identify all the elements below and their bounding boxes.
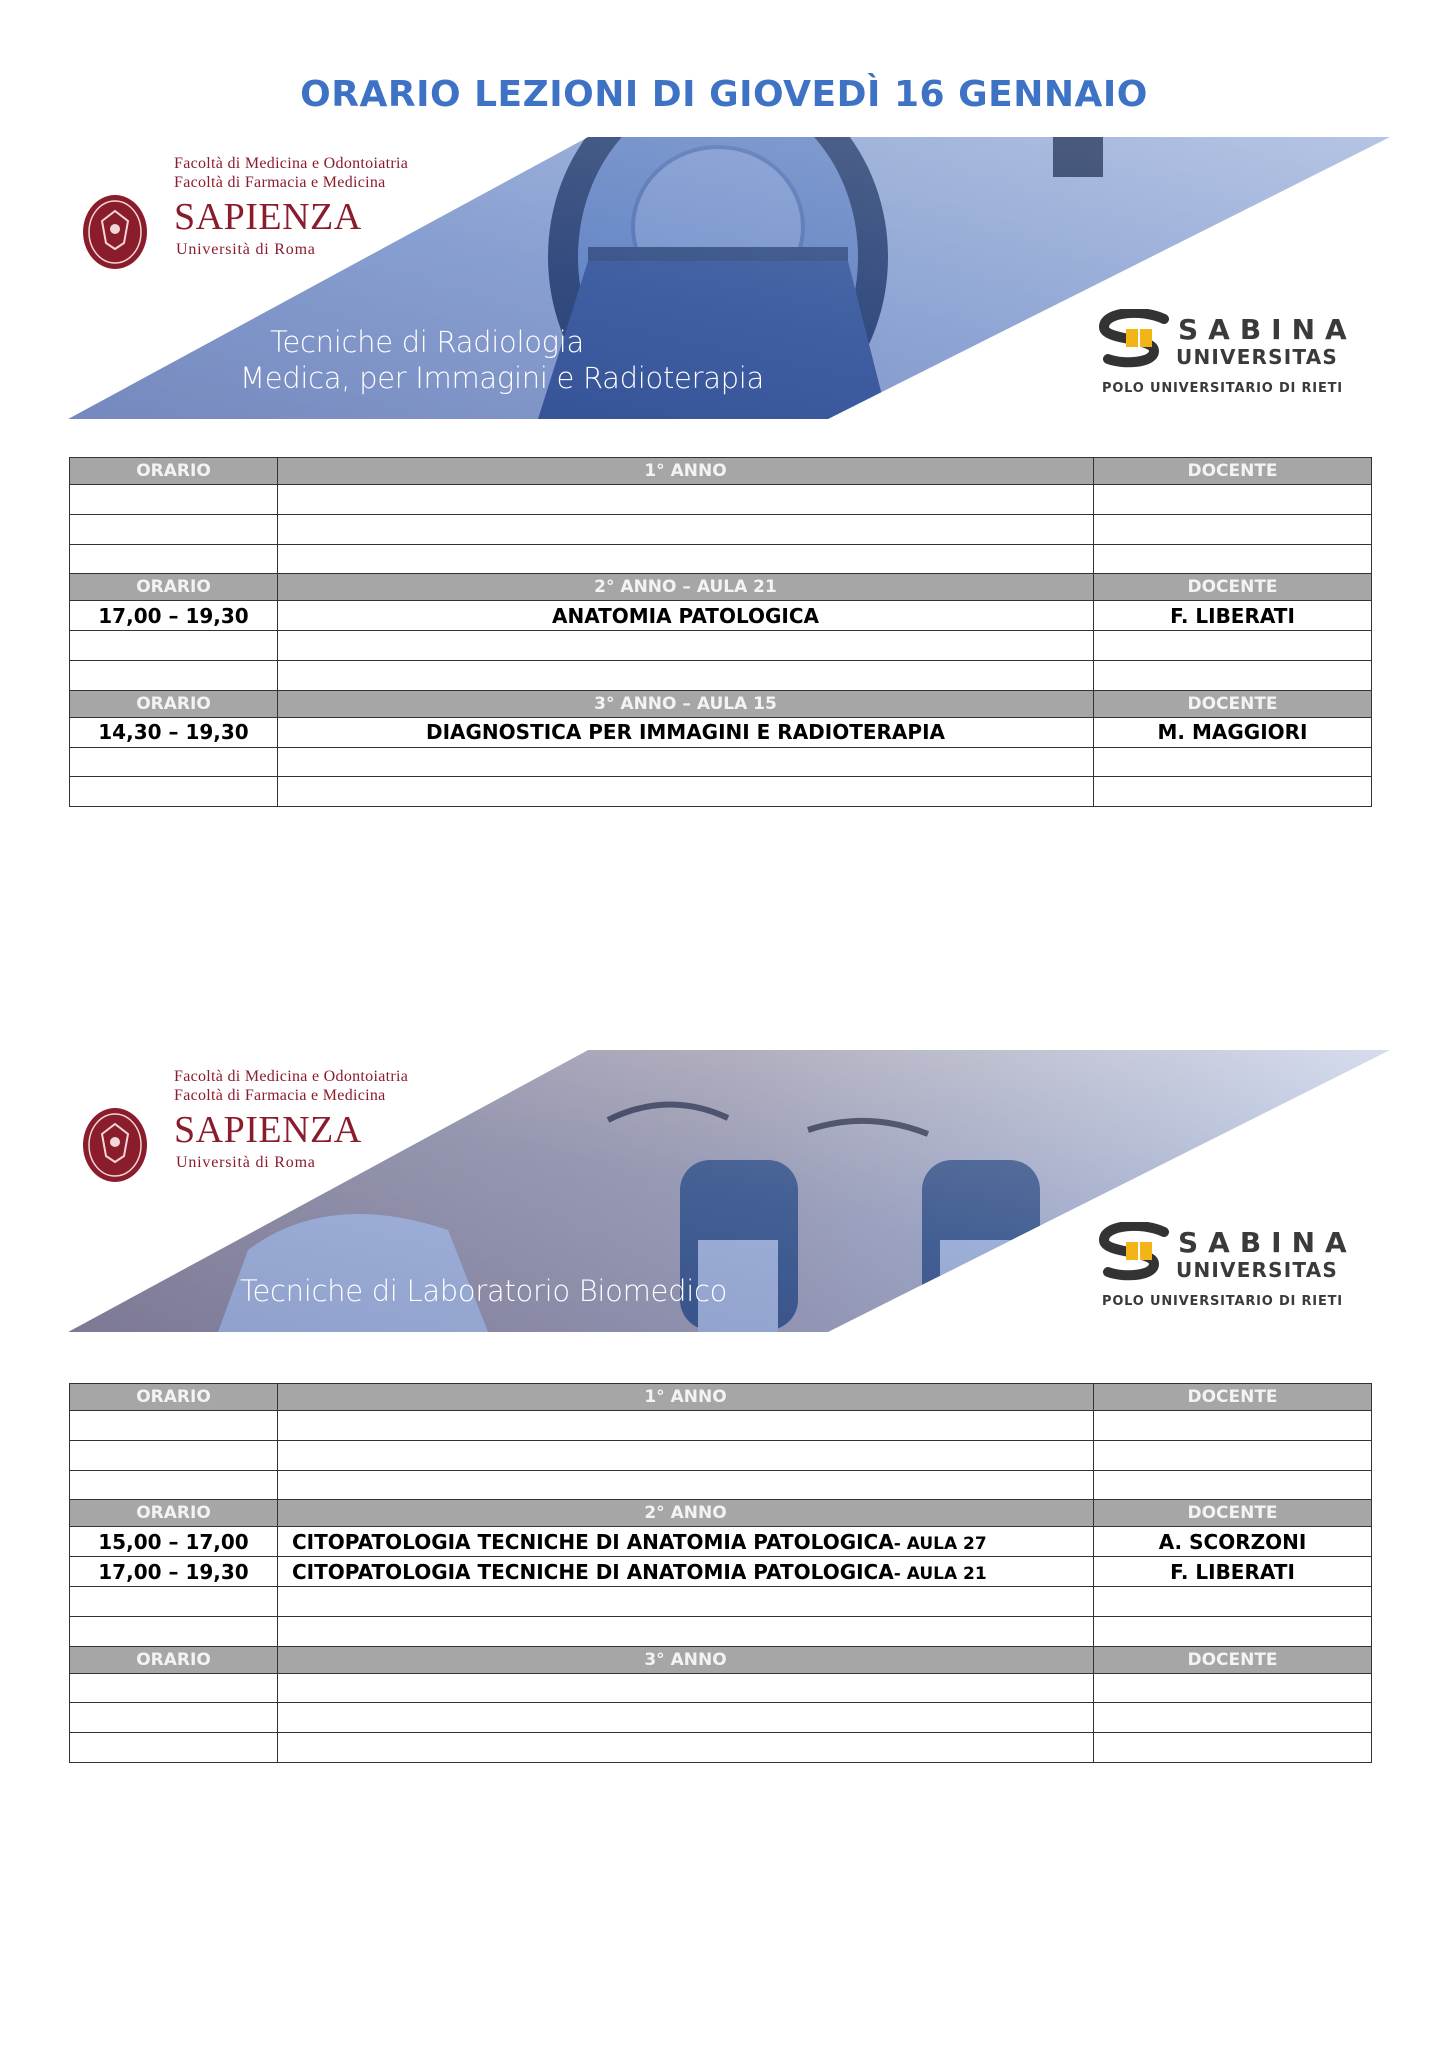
room-label: - AULA 27 bbox=[893, 1533, 987, 1554]
subject-cell bbox=[278, 544, 1094, 574]
table-row bbox=[70, 1673, 1372, 1703]
time-cell bbox=[70, 1440, 278, 1470]
university-subtitle: Università di Roma bbox=[176, 1154, 316, 1171]
col-header-time: ORARIO bbox=[70, 574, 278, 601]
time-cell bbox=[70, 1470, 278, 1500]
banner-laboratorio bbox=[68, 1050, 1390, 1332]
sapienza-seal-icon bbox=[82, 193, 148, 271]
teacher-cell bbox=[1094, 1703, 1372, 1733]
teacher-cell bbox=[1094, 1673, 1372, 1703]
course-title-line-1: Tecniche di Laboratorio Biomedico bbox=[240, 1274, 728, 1308]
time-cell bbox=[70, 1616, 278, 1646]
time-cell: 17,00 – 19,30 bbox=[70, 601, 278, 631]
time-cell bbox=[70, 660, 278, 690]
subject-cell bbox=[278, 631, 1094, 661]
col-header-teacher: DOCENTE bbox=[1094, 1646, 1372, 1673]
table-row bbox=[70, 1703, 1372, 1733]
course-title-line-2: Medica, per Immagini e Radioterapia bbox=[240, 361, 765, 395]
table-header-row bbox=[70, 1384, 1372, 1411]
teacher-cell bbox=[1094, 747, 1372, 777]
faculty-line-2: Facoltà di Farmacia e Medicina bbox=[174, 1087, 386, 1104]
subject-cell bbox=[278, 1411, 1094, 1441]
table-header-row bbox=[70, 574, 1372, 601]
table-row bbox=[70, 1616, 1372, 1646]
col-header-teacher: DOCENTE bbox=[1094, 458, 1372, 485]
partner-name: SABINA bbox=[1178, 1226, 1357, 1259]
table-row bbox=[70, 1557, 1372, 1587]
time-cell bbox=[70, 631, 278, 661]
col-header-teacher: DOCENTE bbox=[1094, 1500, 1372, 1527]
subject-cell bbox=[278, 1616, 1094, 1646]
time-cell bbox=[70, 1703, 278, 1733]
banner-radiologia bbox=[68, 137, 1390, 419]
schedule-table-radiologia bbox=[69, 457, 1372, 807]
partner-subtitle: UNIVERSITAS bbox=[1176, 345, 1338, 369]
time-cell bbox=[70, 1733, 278, 1763]
teacher-cell bbox=[1094, 1733, 1372, 1763]
faculty-lines bbox=[174, 154, 408, 192]
teacher-cell: M. MAGGIORI bbox=[1094, 717, 1372, 747]
subject-text: CITOPATOLOGIA TECNICHE DI ANATOMIA PATOLOGICA bbox=[292, 1559, 894, 1584]
partner-tagline: POLO UNIVERSITARIO DI RIETI bbox=[1102, 1294, 1343, 1309]
subject-cell bbox=[278, 1440, 1094, 1470]
subject-cell bbox=[278, 1733, 1094, 1763]
table-row bbox=[70, 631, 1372, 661]
table-header-row bbox=[70, 1646, 1372, 1673]
subject-cell: ANATOMIA PATOLOGICA bbox=[278, 601, 1094, 631]
col-header-year: 1° ANNO bbox=[278, 1384, 1094, 1411]
table-header-row bbox=[70, 458, 1372, 485]
subject-text: CITOPATOLOGIA TECNICHE DI ANATOMIA PATOLOGICA bbox=[292, 1529, 894, 1554]
university-name: SAPIENZA bbox=[174, 1109, 362, 1151]
col-header-teacher: DOCENTE bbox=[1094, 1384, 1372, 1411]
col-header-time: ORARIO bbox=[70, 1500, 278, 1527]
faculty-line-2: Facoltà di Farmacia e Medicina bbox=[174, 174, 386, 191]
page-title: ORARIO LEZIONI DI GIOVEDÌ 16 GENNAIO bbox=[300, 74, 1148, 115]
teacher-cell bbox=[1094, 1411, 1372, 1441]
subject-cell bbox=[278, 1527, 1094, 1557]
partner-tagline: POLO UNIVERSITARIO DI RIETI bbox=[1102, 381, 1343, 396]
table-row bbox=[70, 1411, 1372, 1441]
col-header-time: ORARIO bbox=[70, 1646, 278, 1673]
table-row bbox=[70, 717, 1372, 747]
faculty-lines bbox=[174, 1067, 408, 1105]
col-header-time: ORARIO bbox=[70, 690, 278, 717]
subject-cell bbox=[278, 1557, 1094, 1587]
table-row bbox=[70, 1586, 1372, 1616]
teacher-cell bbox=[1094, 544, 1372, 574]
subject-cell bbox=[278, 485, 1094, 515]
university-subtitle: Università di Roma bbox=[176, 241, 316, 258]
subject-cell bbox=[278, 514, 1094, 544]
subject-cell bbox=[278, 1673, 1094, 1703]
col-header-year: 2° ANNO – AULA 21 bbox=[278, 574, 1094, 601]
teacher-cell: A. SCORZONI bbox=[1094, 1527, 1372, 1557]
subject-cell bbox=[278, 1703, 1094, 1733]
table-row bbox=[70, 544, 1372, 574]
faculty-line-1: Facoltà di Medicina e Odontoiatria bbox=[174, 155, 409, 172]
faculty-line-1: Facoltà di Medicina e Odontoiatria bbox=[174, 1068, 409, 1085]
table-row bbox=[70, 1470, 1372, 1500]
subject-cell bbox=[278, 1470, 1094, 1500]
teacher-cell: F. LIBERATI bbox=[1094, 601, 1372, 631]
room-label: - AULA 21 bbox=[893, 1563, 987, 1584]
teacher-cell bbox=[1094, 514, 1372, 544]
partner-name: SABINA bbox=[1178, 313, 1357, 346]
time-cell bbox=[70, 544, 278, 574]
subject-cell bbox=[278, 1586, 1094, 1616]
table-header-row bbox=[70, 690, 1372, 717]
col-header-time: ORARIO bbox=[70, 458, 278, 485]
time-cell bbox=[70, 485, 278, 515]
time-cell: 14,30 – 19,30 bbox=[70, 717, 278, 747]
teacher-cell: F. LIBERATI bbox=[1094, 1557, 1372, 1587]
col-header-teacher: DOCENTE bbox=[1094, 690, 1372, 717]
teacher-cell bbox=[1094, 660, 1372, 690]
table-row bbox=[70, 747, 1372, 777]
col-header-year: 1° ANNO bbox=[278, 458, 1094, 485]
table-row bbox=[70, 1440, 1372, 1470]
table-row bbox=[70, 601, 1372, 631]
course-title-line-1: Tecniche di Radiologia bbox=[270, 325, 585, 359]
table-row bbox=[70, 777, 1372, 807]
col-header-year: 3° ANNO – AULA 15 bbox=[278, 690, 1094, 717]
col-header-teacher: DOCENTE bbox=[1094, 574, 1372, 601]
subject-cell bbox=[278, 777, 1094, 807]
table-row bbox=[70, 1733, 1372, 1763]
time-cell bbox=[70, 777, 278, 807]
col-header-year: 3° ANNO bbox=[278, 1646, 1094, 1673]
teacher-cell bbox=[1094, 1470, 1372, 1500]
time-cell: 15,00 – 17,00 bbox=[70, 1527, 278, 1557]
teacher-cell bbox=[1094, 631, 1372, 661]
sapienza-seal-icon bbox=[82, 1106, 148, 1184]
teacher-cell bbox=[1094, 485, 1372, 515]
time-cell bbox=[70, 514, 278, 544]
teacher-cell bbox=[1094, 777, 1372, 807]
partner-subtitle: UNIVERSITAS bbox=[1176, 1258, 1338, 1282]
time-cell bbox=[70, 747, 278, 777]
time-cell bbox=[70, 1673, 278, 1703]
time-cell bbox=[70, 1586, 278, 1616]
subject-cell bbox=[278, 747, 1094, 777]
table-row bbox=[70, 660, 1372, 690]
subject-cell: DIAGNOSTICA PER IMMAGINI E RADIOTERAPIA bbox=[278, 717, 1094, 747]
teacher-cell bbox=[1094, 1586, 1372, 1616]
col-header-year: 2° ANNO bbox=[278, 1500, 1094, 1527]
schedule-table-laboratorio bbox=[69, 1383, 1372, 1763]
table-row bbox=[70, 1527, 1372, 1557]
university-name: SAPIENZA bbox=[174, 196, 362, 238]
teacher-cell bbox=[1094, 1440, 1372, 1470]
table-header-row bbox=[70, 1500, 1372, 1527]
teacher-cell bbox=[1094, 1616, 1372, 1646]
subject-cell bbox=[278, 660, 1094, 690]
time-cell: 17,00 – 19,30 bbox=[70, 1557, 278, 1587]
table-row bbox=[70, 514, 1372, 544]
table-row bbox=[70, 485, 1372, 515]
col-header-time: ORARIO bbox=[70, 1384, 278, 1411]
time-cell bbox=[70, 1411, 278, 1441]
